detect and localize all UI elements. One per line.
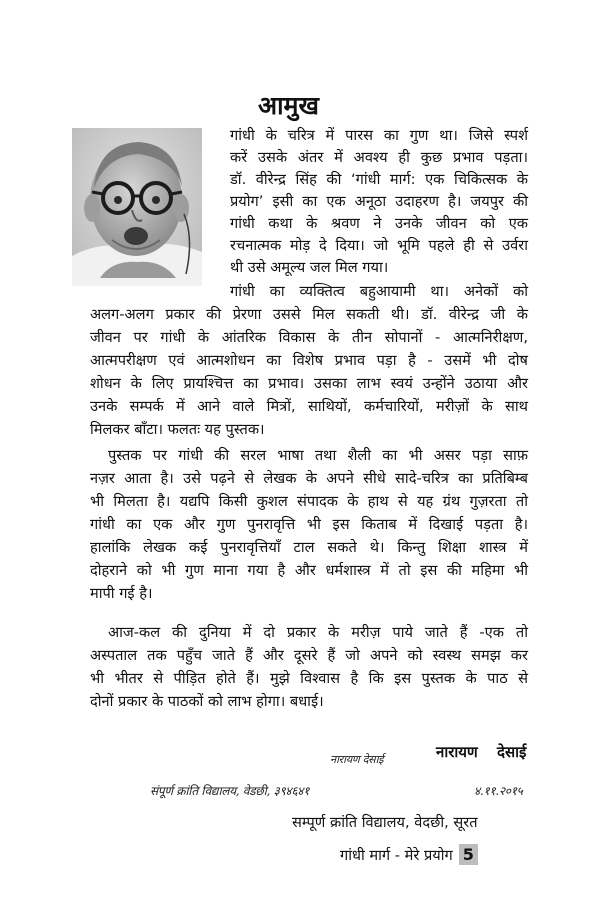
text-line: करें उसके अंतर में अवश्य ही कुछ प्रभाव पड़ता। [230, 149, 528, 166]
text-line: अस्पताल तक पहुँच जाते हैं और दूसरे हैं जो अपने को स्वस्थ समझ कर [90, 647, 528, 664]
page-title: आमुख [258, 91, 319, 120]
text-line: हालांकि लेखक कई पुनरावृत्तियाँ टाल सकते थे। किन्तु शिक्षा शास्त्र में [90, 539, 528, 556]
text-line: मिलकर बाँटा। फलतः यह पुस्तक। [90, 421, 265, 438]
text-line: अलग-अलग प्रकार की प्रेरणा उससे मिल सकती थी। डॉ. वीरेन्द्र जी के [90, 306, 528, 323]
text-line: दोनों प्रकार के पाठकों को लाभ होगा। बधाई। [90, 693, 324, 710]
author-photo [72, 128, 202, 286]
text-line: गांधी का व्यक्तित्व बहुआयामी था। अनेकों को [230, 283, 528, 300]
author-name: नारायण देसाई [436, 743, 527, 761]
text-line: जीवन पर गांधी के आंतरिक विकास के तीन सोपानों - आत्मनिरीक्षण, [90, 329, 528, 346]
text-line: गांधी के चरित्र में पारस का गुण था। जिसे स्पर्श [230, 127, 528, 144]
text-line: गांधी का एक और गुण पुनरावृत्ति भी इस किताब में दिखाई पड़ता है। [90, 516, 528, 533]
page-footer [340, 844, 478, 865]
text-line: नज़र आता है। उसे पढ़ने से लेखक के अपने सीधे सादे-चरित्र का प्रतिबिम्ब [90, 470, 528, 487]
text-line: आज-कल की दुनिया में दो प्रकार के मरीज़ पाये जाते हैं -एक तो [108, 624, 528, 641]
text-line: उनके सम्पर्क में आने वाले मित्रों, साथियों, कर्मचारियों, मरीज़ों के साथ [90, 398, 528, 415]
text-line: प्रयोग’ इसी का एक अनूठा उदाहरण है। जयपुर की [230, 193, 528, 210]
handwritten-date: ४.११.२०१५ [474, 784, 523, 798]
text-line: भी मिलता है। यद्यपि किसी कुशल संपादक के हाथ से यह ग्रंथ गुज़रता तो [90, 493, 528, 510]
text-line: दोहराने को भी गुण माना गया है और धर्मशास्त्र में तो इस की महिमा भी [90, 562, 528, 579]
page-number: 5 [459, 844, 478, 865]
text-line: थी उसे अमूल्य जल मिल गया। [230, 259, 389, 276]
author-portrait-image [72, 128, 202, 286]
running-title: गांधी मार्ग - मेरे प्रयोग [340, 846, 453, 864]
text-line: पुस्तक पर गांधी की सरल भाषा तथा शैली का भी असर पड़ा साफ़ [108, 447, 528, 464]
text-line: गांधी कथा के श्रवण ने उनके जीवन को एक [230, 215, 528, 232]
text-line: भी भीतर से पीड़ित होते हैं। मुझे विश्वास है कि इस पुस्तक के पाठ से [90, 670, 528, 687]
text-line: डॉ. वीरेन्द्र सिंह की ‘गांधी मार्ग: एक चिकित्सक के [230, 171, 528, 188]
text-line: रचनात्मक मोड़ दे दिया। जो भूमि पहले ही से उर्वरा [230, 237, 528, 254]
text-line: मापी गई है। [90, 585, 153, 602]
text-line: आत्मपरीक्षण एवं आत्मशोधन का विशेष प्रभाव पड़ा है - उसमें भी दोष [90, 352, 528, 369]
text-line: शोधन के लिए प्रायश्चित्त का प्रभाव। उसका लाभ स्वयं उन्होंने उठाया और [90, 375, 528, 392]
handwritten-signature: नारायण देसाई [330, 753, 384, 766]
handwritten-note: संपूर्ण क्रांति विद्यालय, वेडछी, ३९४६४१ [150, 784, 310, 798]
author-address: सम्पूर्ण क्रांति विद्यालय, वेदछी, सूरत [292, 814, 478, 831]
